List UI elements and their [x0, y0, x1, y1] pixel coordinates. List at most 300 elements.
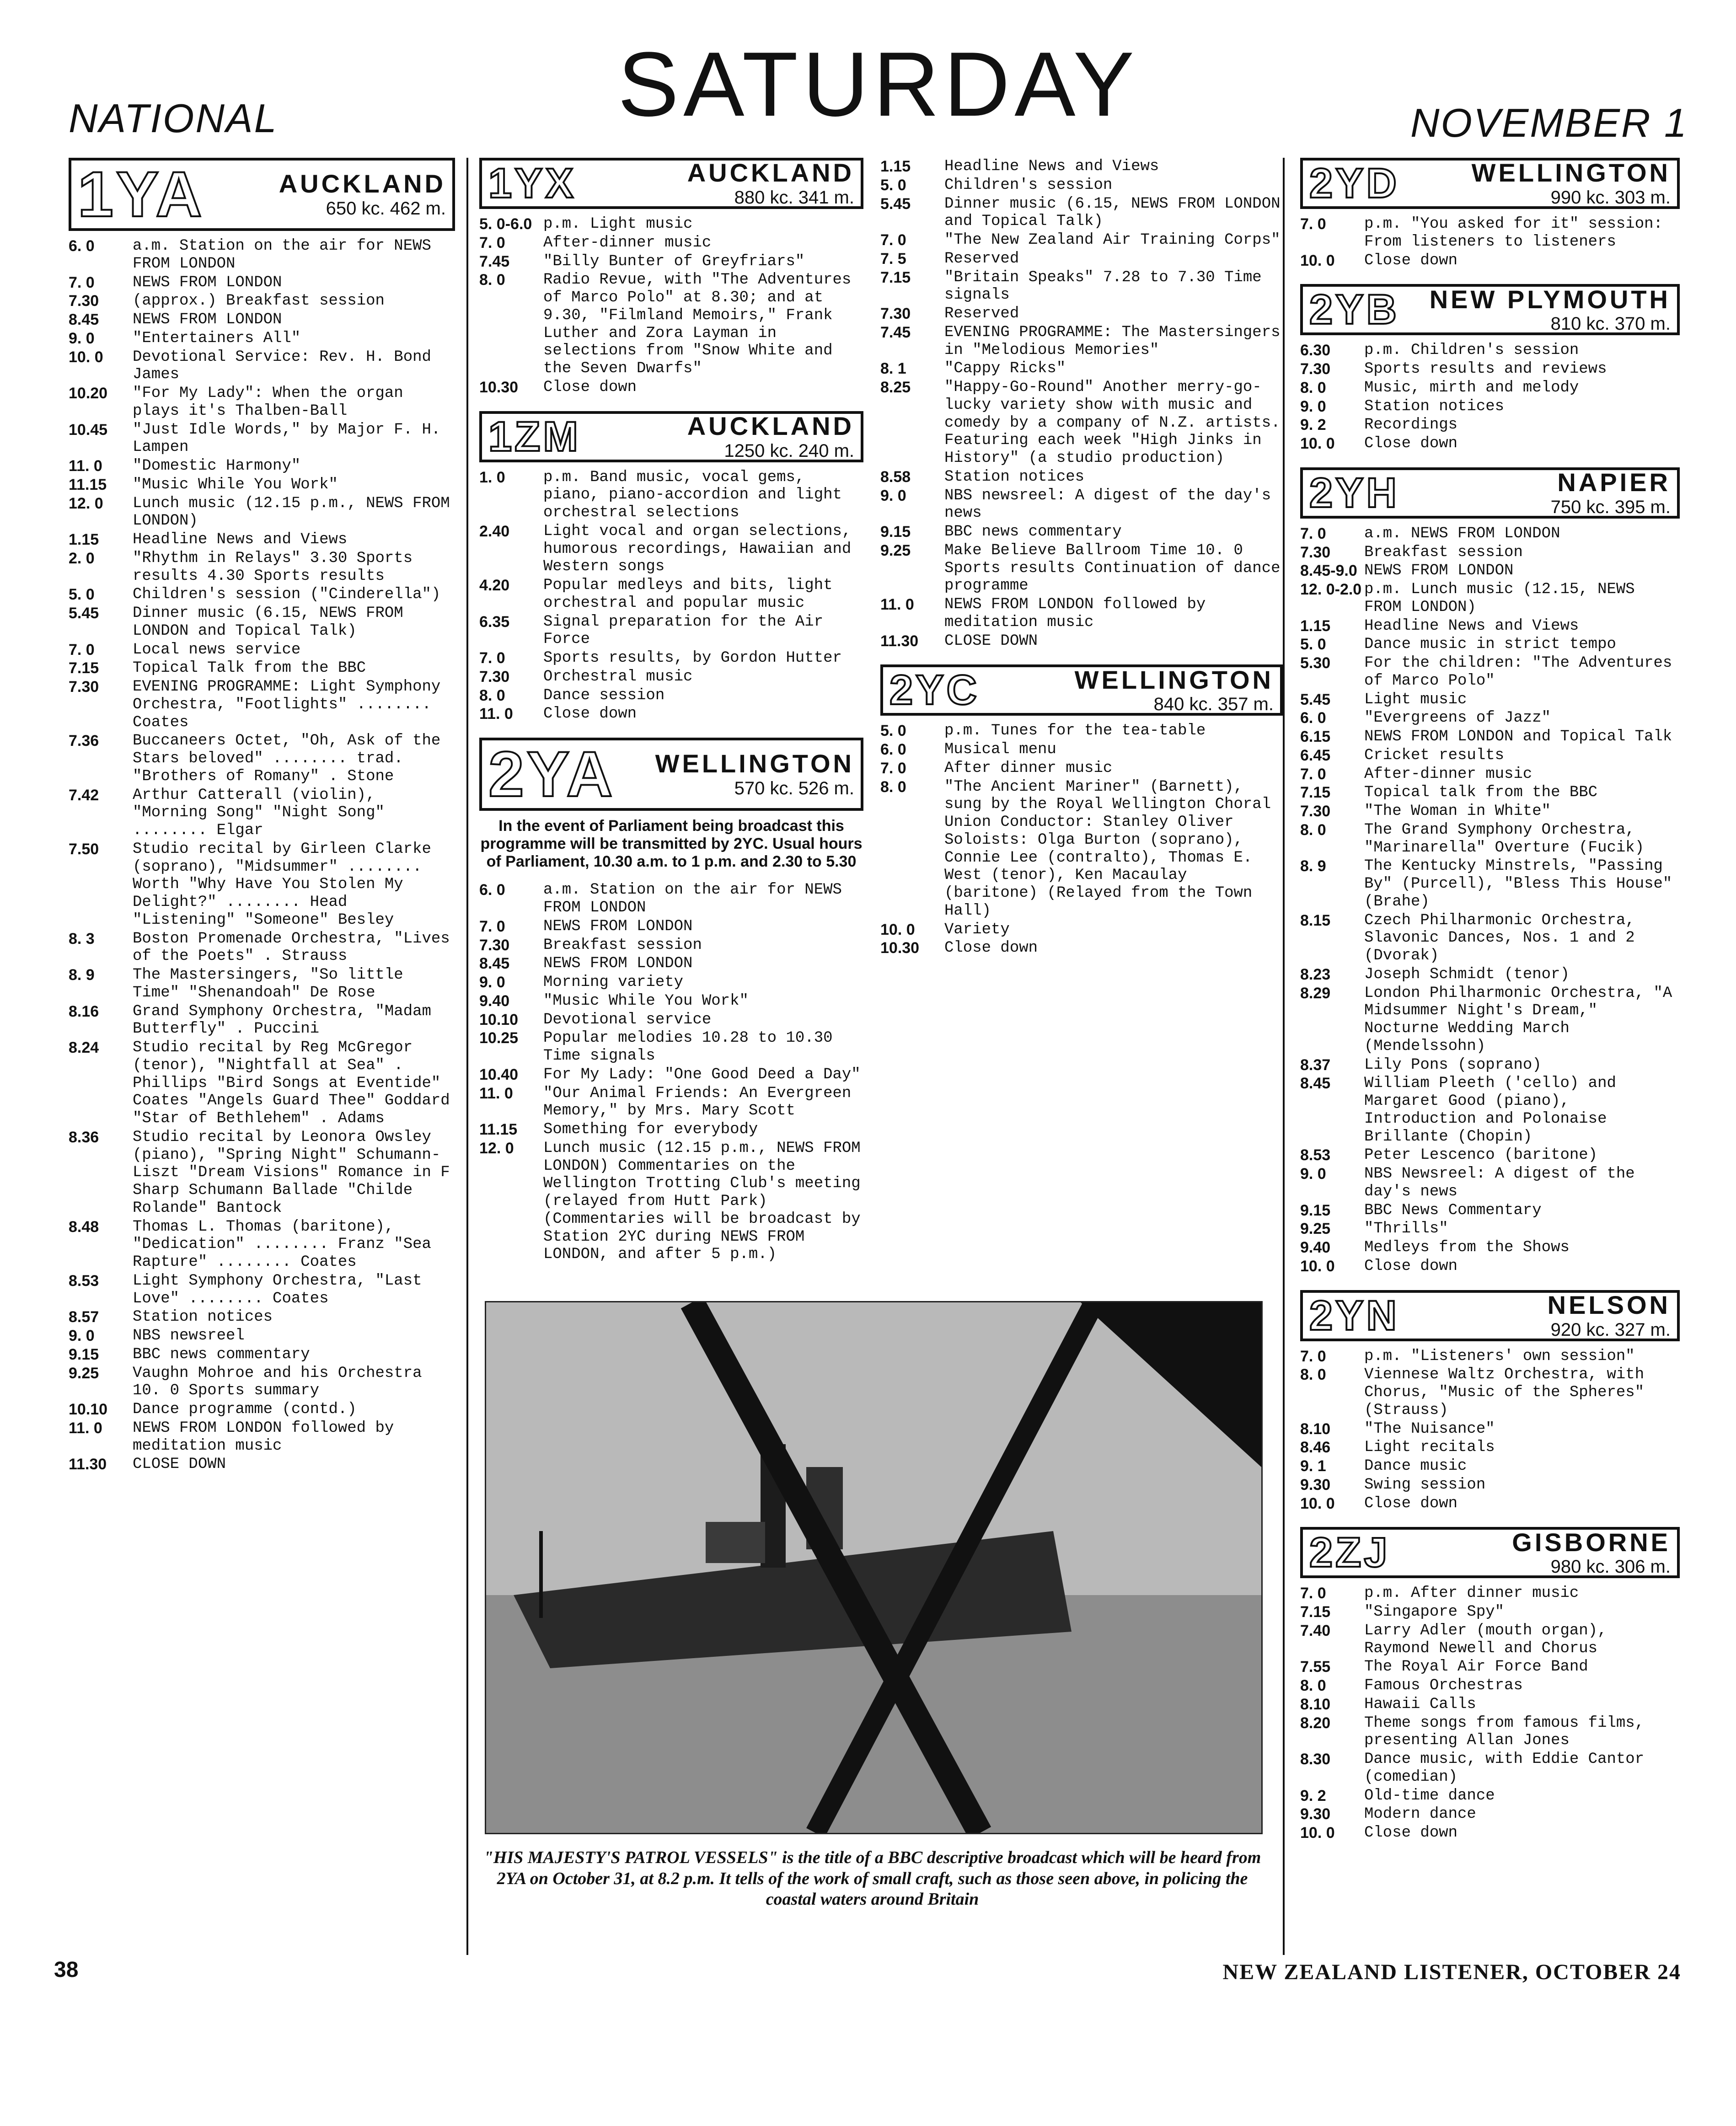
programme-description: Variety: [944, 921, 1010, 938]
programme-description: Station notices: [944, 468, 1085, 486]
programme-description: Dance music: [1364, 1457, 1467, 1475]
programme-time: 10.30: [479, 378, 519, 396]
programme-item: [69, 659, 455, 677]
programme-item: [1300, 525, 1680, 543]
programme-time: 7.15: [1300, 784, 1331, 802]
programme-description: Music, mirth and melody: [1364, 379, 1579, 396]
programme-description: Sports results, by Gordon Hutter: [543, 649, 842, 667]
station-city: GISBORNE: [1512, 1527, 1671, 1557]
programme-description: NEWS FROM LONDON: [133, 311, 282, 328]
programme-description: Joseph Schmidt (tenor): [1364, 965, 1570, 983]
programme-item: [880, 722, 1283, 740]
station-header-2yc: [880, 664, 1283, 716]
programme-description: "Music While You Work": [133, 476, 338, 493]
programme-time: 8.25: [880, 379, 911, 396]
programme-item: [1300, 1585, 1680, 1602]
programme-time: 7.30: [69, 678, 99, 696]
programme-time: 8. 0: [880, 778, 906, 796]
programme-item: [479, 215, 863, 233]
programme-description: "Singapore Spy": [1364, 1603, 1505, 1621]
programme-description: NEWS FROM LONDON followed by meditation music: [944, 596, 1206, 631]
programme-description: Swing session: [1364, 1476, 1486, 1494]
header-date: NOVEMBER 1: [1410, 100, 1688, 145]
programme-description: p.m. Children's session: [1364, 342, 1579, 359]
station-city: NEW PLYMOUTH: [1429, 284, 1671, 314]
programme-description: Breakfast session: [543, 936, 702, 954]
programme-description: EVENING PROGRAMME: Light Symphony Orchestra, "Footlights" ........ Coates: [133, 678, 441, 731]
programme-item: [69, 237, 455, 273]
station-city: WELLINGTON: [655, 749, 854, 778]
programme-description: Boston Promenade Orchestra, "Lives of the Poets" . Strauss: [133, 930, 450, 965]
programme-time: 7.42: [69, 786, 99, 804]
programme-time: 11.15: [69, 476, 107, 493]
programme-item: [1300, 1165, 1680, 1201]
programme-item: [1300, 1439, 1680, 1457]
programme-description: Arthur Catterall (violin), "Morning Song" "Night Song" ........ Elgar: [133, 786, 385, 839]
programme-time: 7. 0: [479, 234, 505, 252]
programme-item: [880, 487, 1283, 523]
programme-item: [1300, 1495, 1680, 1513]
programme-time: 6. 0: [479, 881, 505, 899]
programme-time: 9. 2: [1300, 416, 1326, 434]
programme-time: 8.53: [69, 1272, 99, 1290]
programme-item: [880, 158, 1283, 176]
programme-time: 8.46: [1300, 1439, 1331, 1457]
programme-item: [1300, 1824, 1680, 1842]
programme-time: 8. 0: [1300, 1366, 1326, 1384]
programme-time: 10. 0: [69, 348, 103, 366]
programme-time: 6.30: [1300, 342, 1331, 359]
programme-item: [479, 253, 863, 271]
station-header-1ya: [69, 158, 455, 231]
station-city: WELLINGTON: [1074, 665, 1274, 694]
programme-item: [69, 330, 455, 348]
programme-description: Czech Philharmonic Orchestra, Slavonic Dances, Nos. 1 and 2 (Dvorak): [1364, 911, 1635, 964]
programme-time: 9. 0: [880, 487, 906, 504]
programme-time: 9.15: [1300, 1201, 1331, 1219]
programme-description: Popular medleys and bits, light orchestral and popular music: [543, 577, 833, 612]
programme-description: "Evergreens of Jazz": [1364, 709, 1551, 727]
parliament-note: In the event of Parliament being broadcast this programme will be transmitted by 2YC. Usual hours of Parliament, 10.30 a.m. to 1 p.m. and 2.30 to 5.30: [480, 817, 863, 870]
programme-item: [880, 760, 1283, 777]
programme-time: 7. 0: [1300, 765, 1326, 783]
programme-time: 8. 0: [1300, 1677, 1326, 1694]
programme-description: Close down: [1364, 1494, 1458, 1512]
programme-item: [880, 523, 1283, 541]
programme-time: 11.30: [69, 1456, 107, 1473]
programme-description: Popular melodies 10.28 to 10.30 Time signals: [543, 1029, 833, 1065]
programme-description: "Rhythm in Relays" 3.30 Sports results 4.30 Sports results: [133, 549, 413, 585]
programme-description: Lunch music (12.15 p.m., NEWS FROM LONDON) Commentaries on the Wellington Trotting Club's meeting (relayed from Hutt Park) (Commentaries will be broadcast by Station 2YC during NEWS FROM LONDON, and after 5 p.m.): [543, 1139, 861, 1264]
programme-description: p.m. "Listeners' own session": [1364, 1347, 1635, 1365]
station-frequency: 1250 kc. 240 m.: [724, 440, 854, 461]
programme-item: [1300, 728, 1680, 746]
programme-item: [1300, 1056, 1680, 1074]
programme-time: 6. 0: [880, 741, 906, 758]
programme-description: p.m. Band music, vocal gems, piano, piano-accordion and light orchestral selections: [543, 468, 842, 521]
programme-description: After dinner music: [944, 759, 1113, 777]
programme-item: [479, 992, 863, 1010]
programme-description: Breakfast session: [1364, 543, 1523, 561]
station-frequency: 840 kc. 357 m.: [1153, 694, 1274, 715]
programme-time: 1.15: [69, 531, 99, 548]
programme-time: 10. 0: [880, 921, 915, 938]
programme-description: The Royal Air Force Band: [1364, 1658, 1588, 1676]
programme-description: Headline News and Views: [133, 531, 348, 548]
programme-time: 7.30: [479, 668, 510, 685]
callsign: 2YN: [1309, 1292, 1399, 1339]
station-header-2yn: [1300, 1290, 1680, 1341]
programme-time: 11. 0: [479, 705, 513, 723]
programme-time: 11. 0: [479, 1084, 513, 1102]
programme-item: [1300, 1622, 1680, 1658]
programme-item: [1300, 1696, 1680, 1714]
programme-time: 7.30: [1300, 360, 1331, 378]
programme-description: NEWS FROM LONDON: [1364, 562, 1514, 580]
programme-list: [880, 722, 1283, 957]
programme-item: [1300, 1239, 1680, 1257]
programme-item: [479, 1085, 863, 1120]
programme-item: [880, 305, 1283, 323]
programme-item: [880, 542, 1283, 595]
programme-list: [1300, 215, 1680, 269]
programme-description: "Thrills": [1364, 1220, 1448, 1238]
programme-time: 12. 0: [479, 1139, 514, 1157]
station-frequency: 920 kc. 327 m.: [1550, 1319, 1671, 1340]
programme-description: Studio recital by Reg McGregor (tenor), "Nightfall at Sea" . Phillips "Bird Songs at Eventide" Coates "Angels Guard Thee" Goddard "Star of Bethlehem" . Adams: [133, 1039, 450, 1127]
programme-item: [69, 1327, 455, 1345]
programme-item: [479, 668, 863, 686]
programme-description: Thomas L. Thomas (baritone), "Dedication" ........ Franz "Sea Rapture" ........ Coates: [133, 1218, 431, 1271]
programme-item: [880, 921, 1283, 939]
programme-item: [479, 469, 863, 522]
programme-time: 7.30: [69, 292, 99, 310]
programme-item: [1300, 966, 1680, 984]
programme-description: "The New Zealand Air Training Corps": [944, 231, 1281, 249]
programme-time: 10. 0: [1300, 1494, 1335, 1512]
programme-item: [1300, 709, 1680, 727]
programme-description: NEWS FROM LONDON: [543, 955, 693, 973]
programme-description: NBS newsreel: [133, 1327, 245, 1344]
programme-item: [479, 1011, 863, 1029]
page-number: 38: [54, 1958, 79, 1982]
station-frequency: 750 kc. 395 m.: [1550, 497, 1671, 517]
programme-description: a.m. Station on the air for NEWS FROM LONDON: [133, 237, 431, 273]
programme-time: 9. 0: [69, 329, 95, 347]
programme-description: Cricket results: [1364, 746, 1505, 764]
programme-time: 8.57: [69, 1308, 99, 1326]
programme-item: [479, 1140, 863, 1264]
programme-list: [1300, 342, 1680, 453]
programme-item: [1300, 562, 1680, 580]
programme-list: [1300, 1585, 1680, 1842]
programme-time: 8.16: [69, 1002, 99, 1020]
programme-description: Devotional Service: Rev. H. Bond James: [133, 348, 431, 384]
programme-item: [479, 918, 863, 936]
programme-item: [479, 955, 863, 973]
programme-description: Station notices: [133, 1308, 273, 1326]
station-header-1zm: [479, 411, 863, 462]
programme-description: a.m. Station on the air for NEWS FROM LONDON: [543, 881, 842, 916]
programme-item: [1300, 636, 1680, 653]
programme-time: 8.45-9.0: [1300, 562, 1357, 580]
programme-time: 7. 0: [1300, 1347, 1326, 1365]
programme-item: [1300, 1258, 1680, 1275]
programme-item: [69, 841, 455, 929]
programme-time: 11.30: [880, 632, 919, 650]
programme-description: "Billy Bunter of Greyfriars": [543, 252, 805, 270]
programme-time: 9. 0: [1300, 397, 1326, 415]
programme-time: 7.30: [1300, 803, 1331, 820]
programme-description: "For My Lady": When the organ plays it's Thalben-Ball: [133, 385, 403, 420]
programme-item: [1300, 544, 1680, 562]
programme-time: 1. 0: [479, 468, 505, 486]
column-rule: [1283, 158, 1285, 1955]
programme-description: CLOSE DOWN: [133, 1456, 226, 1473]
programme-description: Light recitals: [1364, 1439, 1495, 1457]
station-city: AUCKLAND: [687, 411, 854, 440]
programme-description: Lunch music (12.15 p.m., NEWS FROM LONDON): [133, 494, 450, 530]
station-city: AUCKLAND: [687, 158, 854, 187]
programme-description: p.m. "You asked for it" session: From listeners to listeners: [1364, 215, 1663, 251]
programme-description: p.m. Tunes for the tea-table: [944, 722, 1206, 740]
programme-item: [1300, 766, 1680, 783]
programme-time: 7.15: [69, 659, 99, 677]
programme-item: [1300, 1714, 1680, 1750]
programme-item: [1300, 857, 1680, 910]
programme-list: [1300, 1348, 1680, 1513]
programme-item: [479, 1121, 863, 1139]
programme-time: 8.58: [880, 468, 911, 486]
programme-item: [479, 1029, 863, 1065]
programme-description: Musical menu: [944, 741, 1056, 758]
programme-description: Light vocal and organ selections, humorous recordings, Hawaiian and Western songs: [543, 522, 852, 576]
programme-list: [479, 881, 863, 1264]
programme-description: Buccaneers Octet, "Oh, Ask of the Stars beloved" ........ trad. "Brothers of Romany" . Stone: [133, 732, 441, 785]
programme-time: 5. 0: [880, 722, 906, 740]
programme-item: [479, 271, 863, 378]
programme-description: NEWS FROM LONDON and Topical Talk: [1364, 728, 1672, 745]
station-frequency: 570 kc. 526 m.: [734, 778, 854, 799]
programme-time: 7.55: [1300, 1658, 1331, 1676]
programme-description: The Mastersingers, "So little Time" "Shenandoah" De Rose: [133, 966, 403, 1001]
programme-item: [1300, 912, 1680, 965]
callsign: 1YA: [78, 158, 205, 230]
programme-time: 8. 3: [69, 930, 95, 948]
programme-item: [479, 687, 863, 705]
programme-description: Make Believe Ballroom Time 10. 0 Sports results Continuation of dance programme: [944, 541, 1281, 595]
programme-description: Headline News and Views: [1364, 617, 1579, 635]
station-header-2yd: [1300, 158, 1680, 209]
programme-description: BBC news commentary: [944, 523, 1122, 541]
programme-item: [479, 523, 863, 576]
programme-item: [1300, 985, 1680, 1055]
programme-item: [69, 385, 455, 420]
programme-list: [479, 215, 863, 396]
programme-item: [479, 649, 863, 667]
programme-description: Something for everybody: [543, 1121, 758, 1138]
programme-description: For My Lady: "One Good Deed a Day": [543, 1066, 861, 1083]
programme-time: 11.15: [479, 1121, 518, 1138]
programme-item: [880, 231, 1283, 249]
programme-item: [880, 250, 1283, 268]
programme-description: William Pleeth ('cello) and Margaret Good (piano), Introduction and Polonaise Brillante (Chopin): [1364, 1075, 1616, 1146]
programme-item: [880, 195, 1283, 231]
programme-item: [69, 930, 455, 966]
programme-time: 10.25: [479, 1029, 519, 1047]
programme-description: Famous Orchestras: [1364, 1677, 1523, 1694]
programme-description: Sports results and reviews: [1364, 360, 1607, 378]
programme-description: Station notices: [1364, 397, 1505, 415]
programme-time: 9.25: [880, 541, 911, 559]
programme-description: "Just Idle Words," by Major F. H. Lampen: [133, 421, 441, 456]
programme-description: Close down: [944, 939, 1038, 957]
programme-time: 6. 0: [1300, 709, 1326, 727]
programme-time: 5.45: [69, 605, 99, 622]
programme-item: [1300, 360, 1680, 378]
programme-time: 7. 0: [1300, 525, 1326, 542]
programme-item: [69, 1365, 455, 1400]
programme-description: Larry Adler (mouth organ), Raymond Newell and Chorus: [1364, 1622, 1607, 1657]
programme-item: [69, 966, 455, 1002]
station-frequency: 990 kc. 303 m.: [1550, 187, 1671, 208]
programme-time: 5. 0: [880, 176, 906, 194]
programme-item: [880, 468, 1283, 486]
programme-item: [479, 705, 863, 723]
programme-item: [1300, 1787, 1680, 1805]
programme-description: London Philharmonic Orchestra, "A Midsummer Night's Dream," Nocturne Wedding March (Mendelssohn): [1364, 984, 1672, 1055]
programme-time: 2.40: [479, 522, 510, 540]
station-city: NELSON: [1547, 1290, 1671, 1319]
programme-description: Hawaii Calls: [1364, 1695, 1476, 1713]
programme-time: 2. 0: [69, 549, 95, 567]
programme-time: 8. 0: [1300, 821, 1326, 839]
programme-item: [479, 1066, 863, 1084]
programme-time: 9.25: [69, 1364, 99, 1382]
programme-time: 8.45: [479, 955, 510, 973]
programme-description: "The Ancient Mariner" (Barnett), sung by the Royal Wellington Choral Union Conductor: Stanley Oliver Soloists: Olga Burton (soprano), Connie Lee (contralto), Thomas E. West (tenor), Ken Macaulay (baritone) (Relayed from the Town Hall): [944, 778, 1271, 920]
programme-description: p.m. Lunch music (12.15, NEWS FROM LONDON): [1364, 581, 1635, 616]
programme-description: NEWS FROM LONDON followed by meditation music: [133, 1419, 394, 1455]
programme-item: [880, 632, 1283, 650]
programme-time: 7. 0: [479, 649, 505, 667]
programme-item: [69, 457, 455, 475]
programme-description: Light music: [1364, 691, 1467, 708]
programme-item: [1300, 398, 1680, 416]
programme-item: [1300, 1348, 1680, 1366]
callsign: 2YH: [1309, 469, 1399, 516]
programme-time: 8. 0: [1300, 379, 1326, 396]
programme-time: 6.35: [479, 613, 510, 631]
programme-description: NBS newsreel: A digest of the day's news: [944, 487, 1271, 522]
programme-description: Devotional service: [543, 1011, 712, 1028]
programme-description: Orchestral music: [543, 668, 693, 685]
programme-description: "Our Animal Friends: An Evergreen Memory," by Mrs. Mary Scott: [543, 1084, 852, 1120]
programme-item: [479, 577, 863, 612]
programme-description: After-dinner music: [1364, 765, 1532, 783]
programme-item: [69, 605, 455, 640]
column-1: [69, 158, 455, 1474]
programme-description: Reserved: [944, 305, 1019, 322]
programme-time: 9. 0: [479, 974, 505, 991]
programme-description: Close down: [1364, 435, 1458, 452]
programme-description: After-dinner music: [543, 234, 712, 252]
programme-description: a.m. NEWS FROM LONDON: [1364, 525, 1560, 542]
programme-description: Modern dance: [1364, 1805, 1476, 1823]
programme-time: 1.15: [1300, 617, 1331, 635]
programme-description: Headline News and Views: [944, 158, 1159, 175]
programme-item: [880, 324, 1283, 359]
programme-description: Close down: [543, 378, 637, 396]
programme-item: [69, 421, 455, 457]
programme-description: Studio recital by Girleen Clarke (soprano), "Midsummer" ........ Worth "Why Have You Stolen My Delight?" ........ Head "Listening" "Someone" Besley: [133, 840, 431, 929]
programme-time: 9.15: [69, 1345, 99, 1363]
header-network: NATIONAL: [69, 96, 278, 141]
programme-item: [1300, 1603, 1680, 1621]
programme-description: Dinner music (6.15, NEWS FROM LONDON and Topical Talk): [133, 605, 403, 640]
programme-time: 7.50: [69, 840, 99, 858]
programme-description: Children's session: [944, 176, 1113, 194]
programme-time: 5. 0: [69, 586, 95, 604]
programme-description: "The Woman in White": [1364, 803, 1551, 820]
programme-item: [69, 586, 455, 604]
programme-time: 8.53: [1300, 1146, 1331, 1164]
programme-description: Medleys from the Shows: [1364, 1239, 1570, 1256]
programme-item: [69, 531, 455, 549]
programme-time: 7.15: [880, 268, 911, 286]
programme-time: 8.15: [1300, 911, 1331, 929]
callsign: 2YD: [1309, 160, 1399, 207]
programme-description: Morning variety: [543, 974, 684, 991]
programme-item: [479, 881, 863, 917]
programme-time: 8.45: [69, 311, 99, 328]
programme-time: 7. 5: [880, 250, 906, 268]
programme-time: 4.20: [479, 577, 510, 594]
programme-time: 5. 0: [1300, 636, 1326, 653]
programme-time: 1.15: [880, 158, 911, 175]
programme-time: 8. 1: [880, 360, 906, 378]
programme-item: [69, 495, 455, 530]
programme-description: Light Symphony Orchestra, "Last Love" ........ Coates: [133, 1272, 422, 1307]
programme-time: 11. 0: [69, 1419, 102, 1437]
programme-item: [880, 379, 1283, 467]
programme-time: 9. 2: [1300, 1787, 1326, 1805]
programme-time: 7.45: [479, 252, 510, 270]
programme-list: [69, 237, 455, 1473]
programme-time: 10.10: [69, 1401, 108, 1418]
page-header: [69, 33, 1688, 145]
column-4: [1300, 158, 1680, 1843]
programme-time: 6.45: [1300, 746, 1331, 764]
programme-item: [69, 1419, 455, 1455]
programme-description: "Entertainers All": [133, 329, 301, 347]
callsign: 1YX: [488, 160, 576, 207]
programme-time: 6. 0: [69, 237, 95, 255]
programme-item: [1300, 1075, 1680, 1146]
programme-description: EVENING PROGRAMME: The Mastersingers in "Melodious Memories": [944, 323, 1281, 359]
callsign: 2YC: [889, 667, 980, 714]
programme-description: Viennese Waltz Orchestra, with Chorus, "Music of the Spheres" (Strauss): [1364, 1366, 1645, 1419]
station-header-2yb: [1300, 284, 1680, 335]
programme-time: 8.48: [69, 1218, 99, 1236]
programme-time: 7.30: [479, 936, 510, 954]
programme-description: Grand Symphony Orchestra, "Madam Butterfly" . Puccini: [133, 1002, 431, 1038]
programme-time: 9.40: [479, 992, 510, 1010]
programme-time: 9.40: [1300, 1239, 1331, 1256]
programme-time: 8.23: [1300, 965, 1331, 983]
programme-time: 8.10: [1300, 1420, 1331, 1438]
programme-description: Dance music in strict tempo: [1364, 636, 1616, 653]
